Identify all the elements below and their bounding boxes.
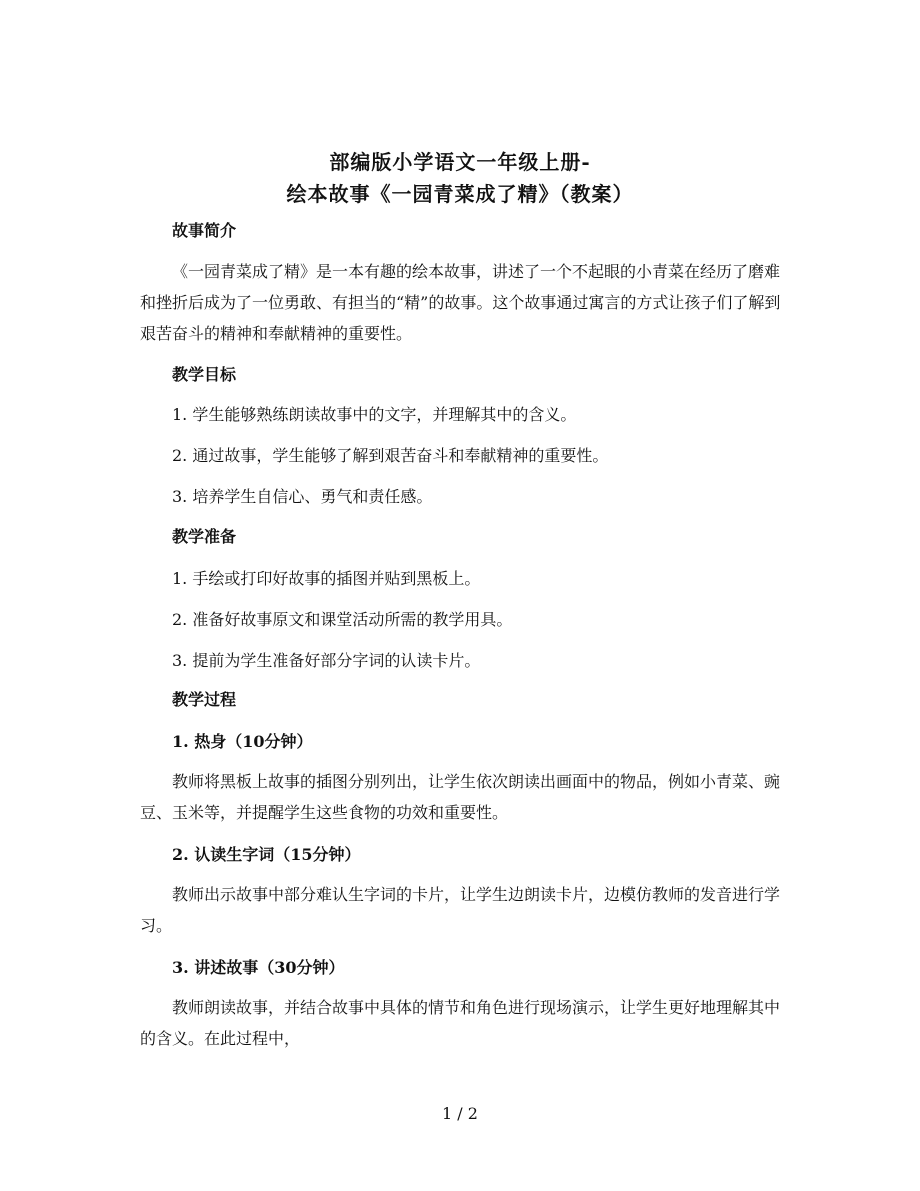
section-heading-prep: 教学准备 <box>172 527 237 546</box>
section-heading-intro: 故事简介 <box>172 221 237 240</box>
prep-item-1: 1. 手绘或打印好故事的插图并贴到黑板上。 <box>172 569 481 588</box>
section-heading-goals: 教学目标 <box>172 365 237 384</box>
step-text-1: 教师将黑板上故事的插图分别列出，让学生依次朗读出画面中的物品，例如小青菜、豌豆、玉米等，并提醒学生这些食物的功效和重要性。 <box>140 772 781 822</box>
step-title-3: 3. 讲述故事（30分钟） <box>172 958 345 977</box>
step-title-1: 1. 热身（10分钟） <box>172 732 313 751</box>
intro-paragraph: 《一园青菜成了精》是一本有趣的绘本故事，讲述了一个不起眼的小青菜在经历了磨难和挫折后成为了一位勇敢、有担当的“精”的故事。这个故事通过寓言的方式让孩子们了解到艰苦奋斗的精神和奉献精神的重要性。 <box>140 262 781 343</box>
prep-item-3: 3. 提前为学生准备好部分字词的认读卡片。 <box>172 651 481 670</box>
goal-item-2: 2. 通过故事，学生能够了解到艰苦奋斗和奉献精神的重要性。 <box>172 446 609 465</box>
step-text-2: 教师出示故事中部分难认生字词的卡片，让学生边朗读卡片，边模仿教师的发音进行学习。 <box>140 885 781 935</box>
step-text-3: 教师朗读故事，并结合故事中具体的情节和角色进行现场演示，让学生更好地理解其中的含义。在此过程中， <box>140 998 781 1048</box>
goal-item-1: 1. 学生能够熟练朗读故事中的文字，并理解其中的含义。 <box>172 405 577 424</box>
prep-item-2: 2. 准备好故事原文和课堂活动所需的教学用具。 <box>172 610 513 629</box>
page-number: 1 / 2 <box>442 1104 478 1123</box>
document-title-line2: 绘本故事《一园青菜成了精》（教案） <box>286 182 634 206</box>
document-title-line1: 部编版小学语文一年级上册- <box>329 150 591 174</box>
goal-item-3: 3. 培养学生自信心、勇气和责任感。 <box>172 487 433 506</box>
step-title-2: 2. 认读生字词（15分钟） <box>172 845 361 864</box>
section-heading-process: 教学过程 <box>172 690 237 709</box>
